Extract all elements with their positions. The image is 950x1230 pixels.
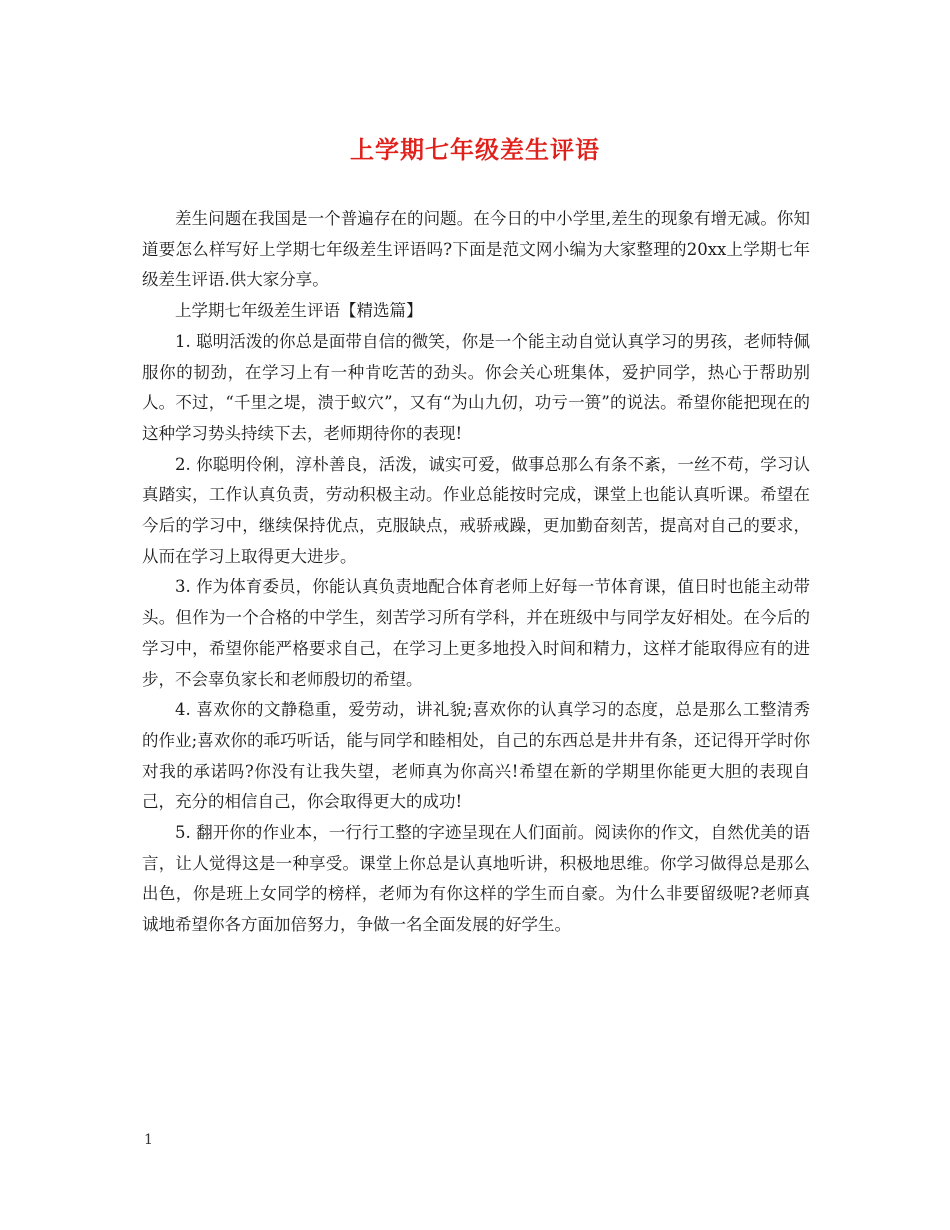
page-title: 上学期七年级差生评语 — [350, 135, 600, 164]
comment-paragraph-5: 5. 翻开你的作业本，一行行工整的字迹呈现在人们面前。阅读你的作文，自然优美的语言，让人觉得这是一种享受。课堂上你总是认真地听讲，积极地思维。你学习做得总是那么出色，你是班上女同学的榜样，老师为有你这样的学生而自豪。为什么非要留级呢?老师真诚地希望你各方面加倍努力，争做一名全面发展的好学生。 — [142, 823, 810, 935]
intro-paragraph: 差生问题在我国是一个普遍存在的问题。在今日的中小学里,差生的现象有增无减。你知道要怎么样写好上学期七年级差生评语吗?下面是范文网小编为大家整理的20xx上学期七年级差生评语.供大家分享。 — [142, 209, 810, 290]
document-body — [142, 204, 810, 941]
section-heading: 上学期七年级差生评语【精选篇】 — [175, 301, 423, 321]
page-number: 1 — [144, 1132, 153, 1148]
comment-paragraph-2: 2. 你聪明伶俐，淳朴善良，活泼，诚实可爱，做事总那么有条不紊，一丝不苟，学习认真踏实，工作认真负责，劳动积极主动。作业总能按时完成，课堂上也能认真听课。希望在今后的学习中，继续保持优点，克服缺点，戒骄戒躁，更加勤奋刻苦，提高对自己的要求，从而在学习上取得更大进步。 — [142, 454, 810, 566]
comment-paragraph-3: 3. 作为体育委员，你能认真负责地配合体育老师上好每一节体育课，值日时也能主动带头。但作为一个合格的中学生，刻苦学习所有学科，并在班级中与同学友好相处。在今后的学习中，希望你能严格要求自己，在学习上更多地投入时间和精力，这样才能取得应有的进步，不会辜负家长和老师殷切的希望。 — [142, 577, 810, 689]
comment-paragraph-1: 1. 聪明活泼的你总是面带自信的微笑，你是一个能主动自觉认真学习的男孩，老师特佩服你的韧劲，在学习上有一种肯吃苦的劲头。你会关心班集体，爱护同学，热心于帮助别人。不过，“千里之堤，溃于蚁穴”，又有“为山九仞，功亏一篑”的说法。希望你能把现在的这种学习势头持续下去，老师期待你的表现! — [142, 331, 810, 443]
comment-paragraph-4: 4. 喜欢你的文静稳重，爱劳动，讲礼貌;喜欢你的认真学习的态度，总是那么工整清秀的作业;喜欢你的乖巧听话，能与同学和睦相处，自己的东西总是井井有条，还记得开学时你对我的承诺吗?你没有让我失望，老师真为你高兴!希望在新的学期里你能更大胆的表现自己，充分的相信自己，你会取得更大的成功! — [142, 700, 810, 812]
